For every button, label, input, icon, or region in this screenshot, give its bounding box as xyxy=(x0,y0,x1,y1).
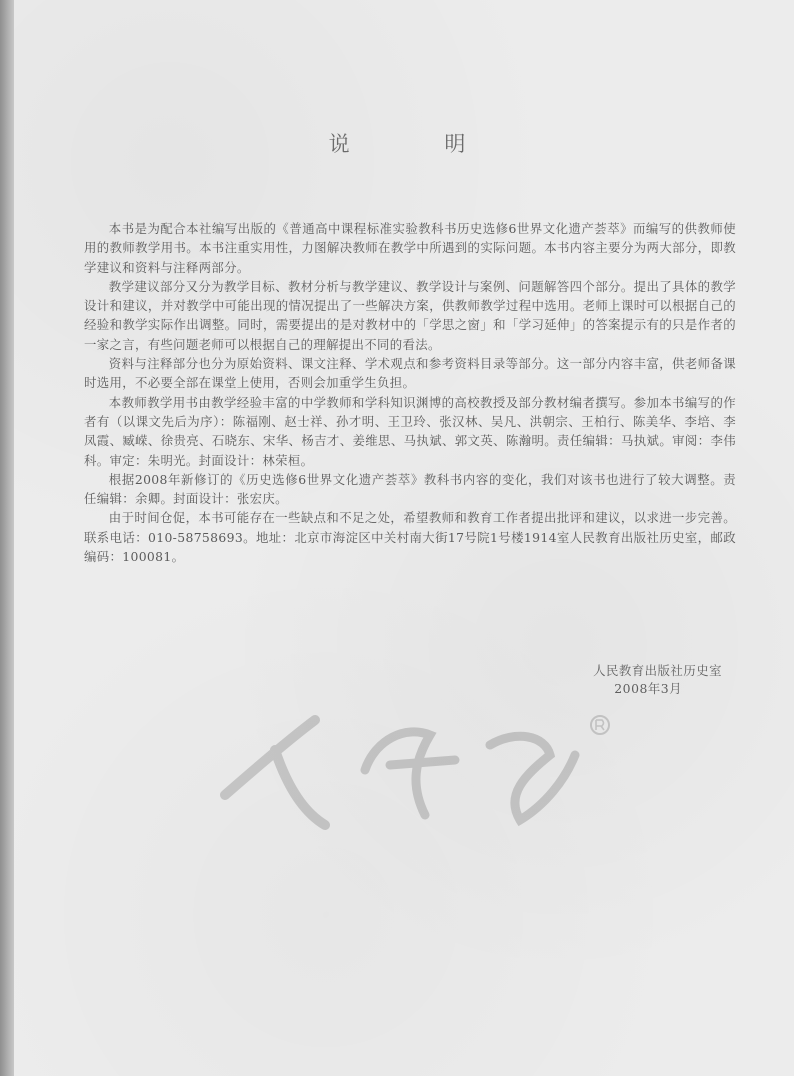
paragraph-contact: 由于时间仓促，本书可能存在一些缺点和不足之处，希望教师和教育工作者提出批评和建议，以求进一步完善。联系电话：010-58758693。地址：北京市海淀区中关村南大街17号院1号楼1914室人民教育出版社历史室，邮政编码：100081。 xyxy=(84,510,736,565)
signature-date: 2008年3月 xyxy=(614,681,682,696)
paragraph-materials-notes: 资料与注释部分也分为原始资料、课文注释、学术观点和参考资料目录等部分。这一部分内容丰富，供老师备课时选用，不必要全部在课堂上使用，否则会加重学生负担。 xyxy=(84,356,736,391)
signature-block xyxy=(593,662,722,698)
paragraph-teaching-suggestions: 教学建议部分又分为教学目标、教材分析与教学建议、教学设计与案例、问题解答四个部分。提出了具体的教学设计和建议，并对教学中可能出现的情况提出了一些解决方案，供教师教学过程中选用。老师上课时可以根据自己的经验和教学实际作出调整。同时，需要提出的是对教材中的「学思之窗」和「学习延伸」的答案提示有的只是作者的一家之言，有些问题老师可以根据自己的理解提出不同的看法。 xyxy=(84,278,736,352)
document-title: 说 明 xyxy=(328,132,510,156)
page-edge-shadow xyxy=(0,0,14,1076)
paragraph-revision: 根据2008年新修订的《历史选修6世界文化遗产荟萃》教科书内容的变化，我们对该书也进行了较大调整。责任编辑：余卿。封面设计：张宏庆。 xyxy=(84,471,736,507)
paragraph-authors: 本教师教学用书由教学经验丰富的中学教师和学科知识渊博的高校教授及部分教材编者撰写。参加本书编写的作者有（以课文先后为序）：陈福刚、赵士祥、孙才明、王卫玲、张汉林、吴凡、洪朝宗、王柏行、陈美华、李培、李凤霞、臧嵘、徐贵亮、石晓东、宋华、杨吉才、姜维思、马执斌、郭文英、陈瀚明。责任编辑：马执斌。审阅：李伟科。审定：朱明光。封面设计：林荣桓。 xyxy=(84,394,736,468)
document-body xyxy=(84,219,736,566)
publisher-watermark-logo xyxy=(205,700,625,835)
signature-org: 人民教育出版社历史室 xyxy=(593,663,722,678)
paragraph-intro: 本书是为配合本社编写出版的《普通高中课程标准实验教科书历史选修6世界文化遗产荟萃》而编写的供教师使用的教师教学用书。本书注重实用性，力图解决教师在教学中所遇到的实际问题。本书内容主要分为两大部分，即教学建议和资料与注释两部分。 xyxy=(84,221,736,275)
